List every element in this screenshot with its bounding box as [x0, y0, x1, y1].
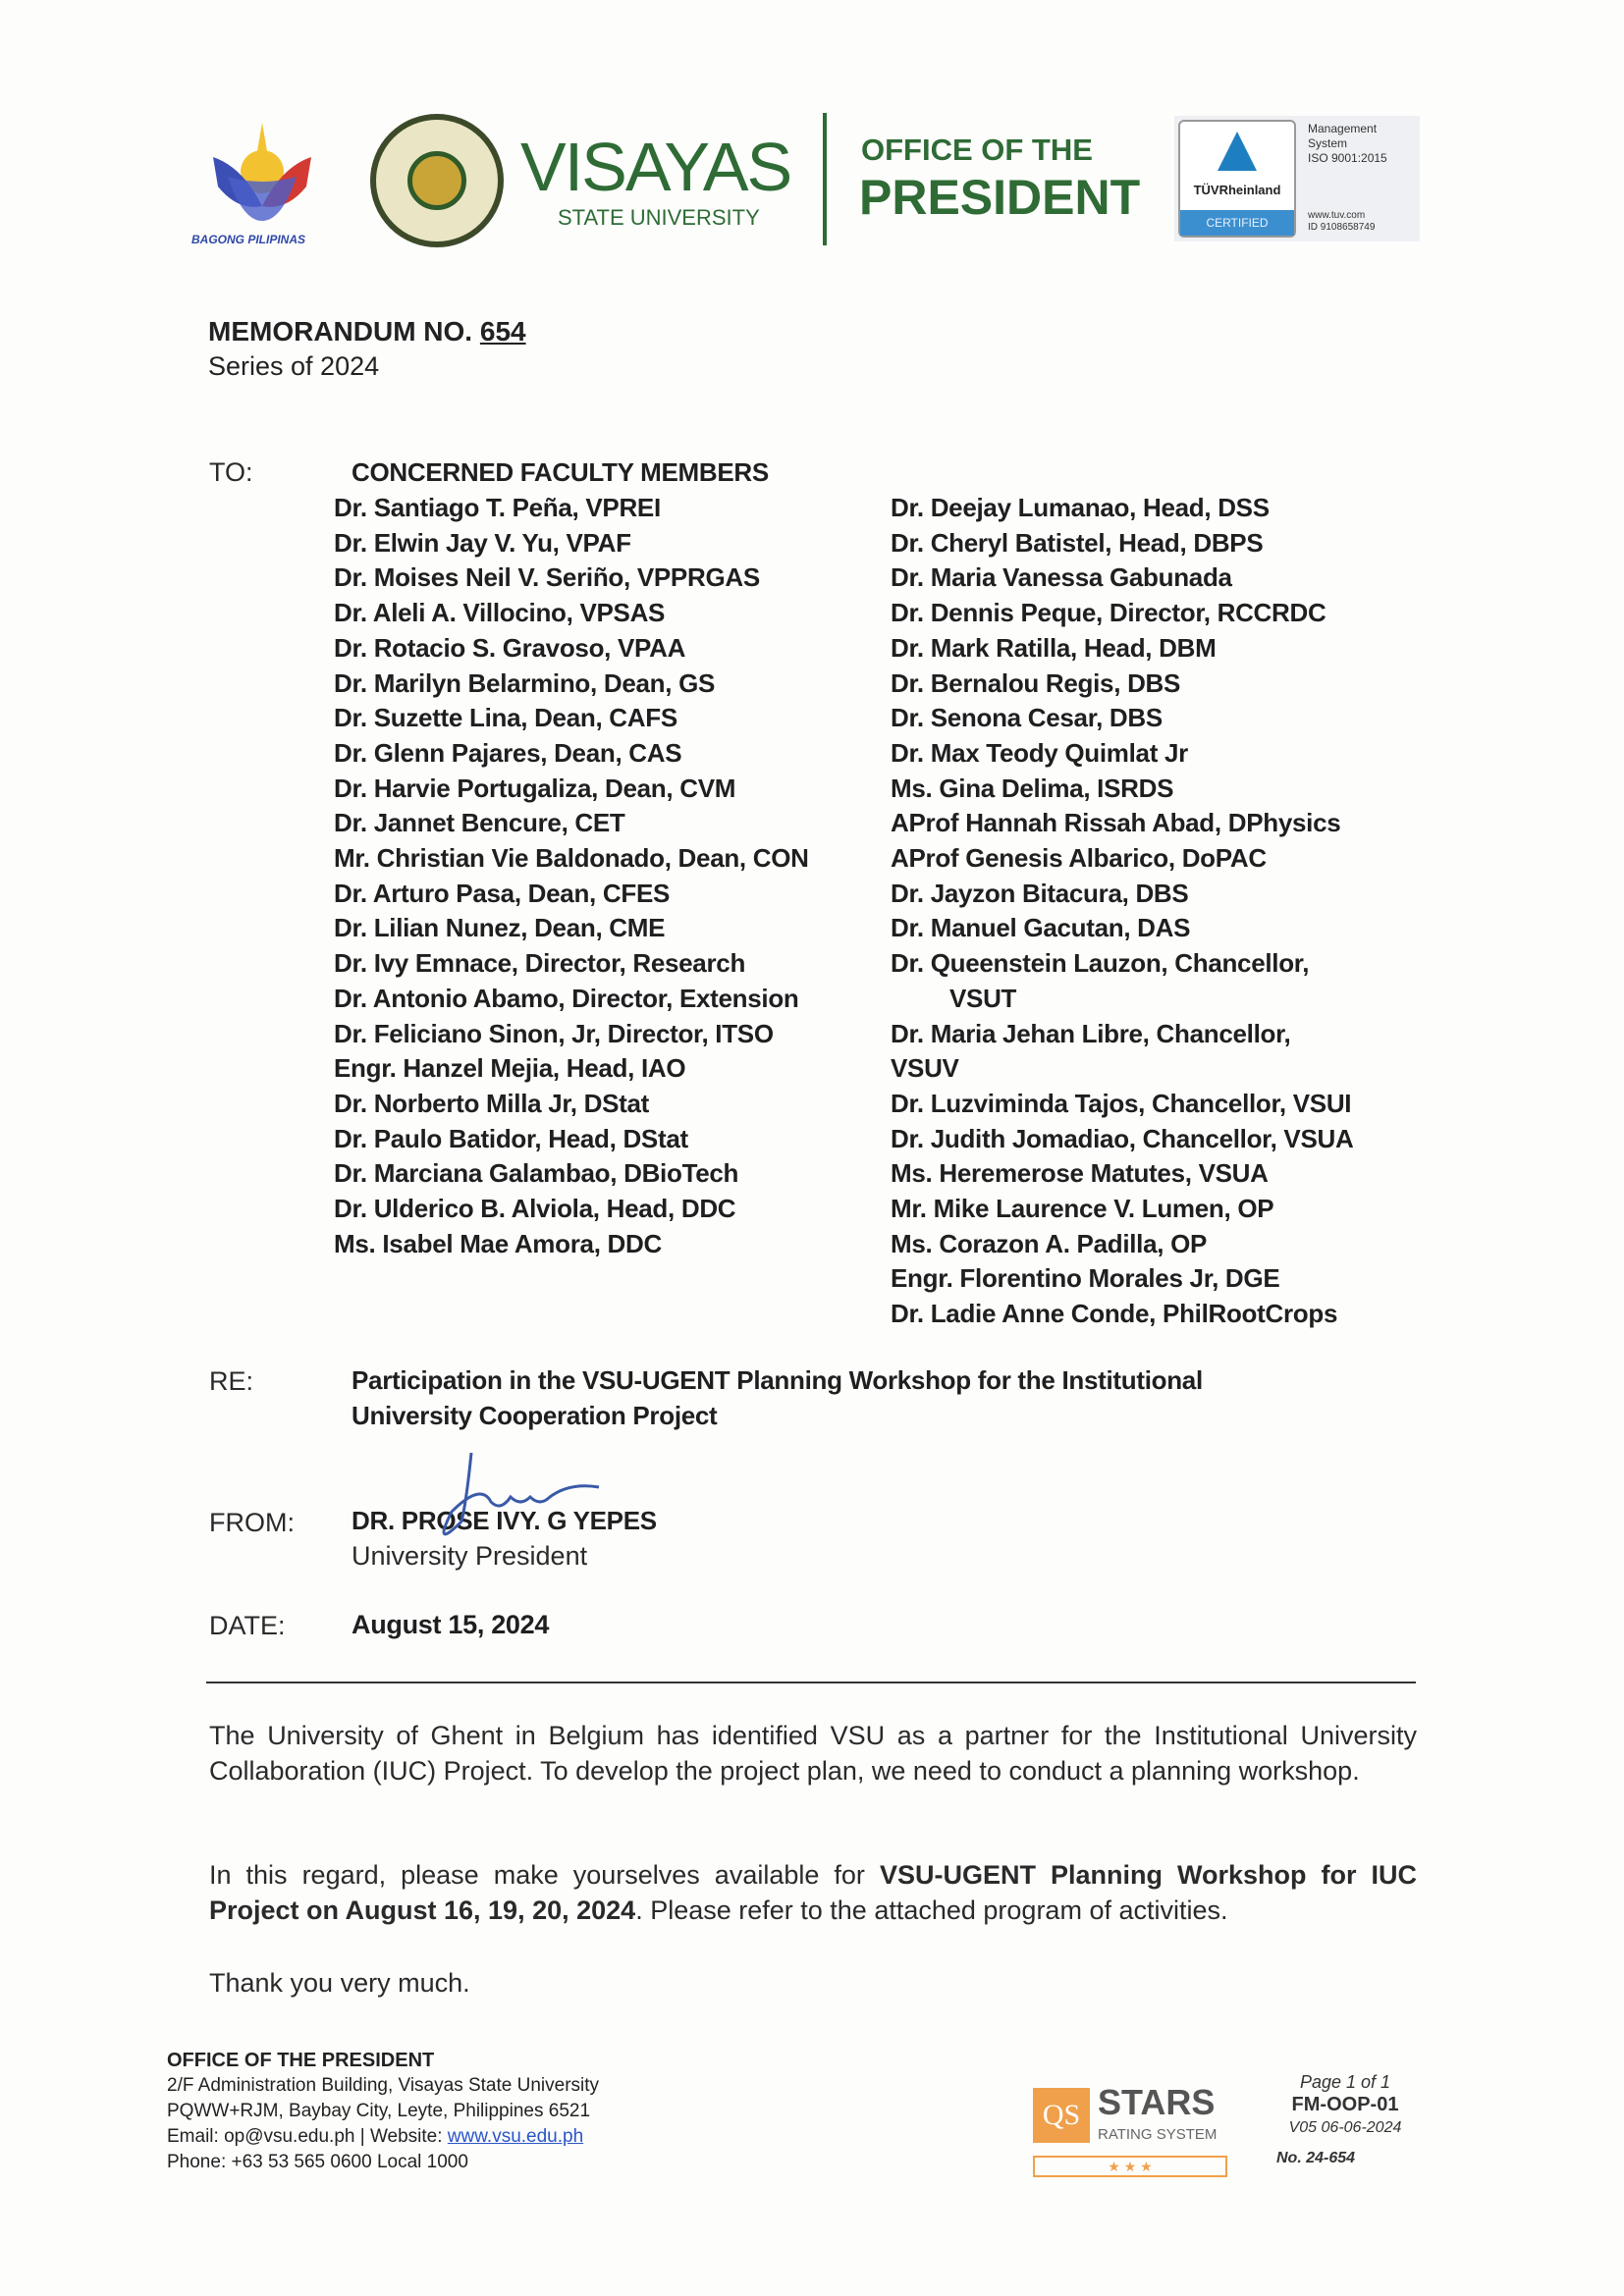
- memo-title: [208, 316, 526, 347]
- form-version: V05 06-06-2024: [1288, 2119, 1402, 2136]
- recipient-item: Dr. Lilian Nunez, Dean, CME: [334, 913, 666, 943]
- p2-c: . Please refer to the attached program of activities.: [635, 1896, 1228, 1925]
- date-label: DATE:: [209, 1611, 286, 1640]
- recipient-item: Dr. Santiago T. Peña, VPREI: [334, 493, 661, 522]
- recipient-item: Dr. Marilyn Belarmino, Dean, GS: [334, 667, 716, 698]
- recipient-item: Dr. Maria Vanessa Gabunada: [891, 562, 1232, 593]
- re-label: RE:: [209, 1366, 254, 1396]
- tuv-ms2: System: [1308, 136, 1348, 150]
- recipient-item: Dr. Cheryl Batistel, Head, DBPS: [891, 527, 1264, 558]
- form-code: FM-OOP-01: [1291, 2094, 1399, 2115]
- recipient-item: Mr. Mike Laurence V. Lumen, OP: [891, 1194, 1274, 1224]
- from-title: University President: [352, 1541, 588, 1571]
- tuv-certified: CERTIFIED: [1180, 210, 1294, 236]
- tuv-web: www.tuv.com: [1308, 210, 1366, 221]
- recipient-item: Dr. Luzviminda Tajos, Chancellor, VSUI: [891, 1088, 1352, 1118]
- to-label: TO:: [209, 457, 253, 487]
- recipient-item: Ms. Corazon A. Padilla, OP: [891, 1228, 1208, 1258]
- recipient-item: Dr. Jayzon Bitacura, DBS: [891, 878, 1189, 908]
- tuv-triangle-icon: [1218, 132, 1257, 171]
- vsu-seal: [370, 114, 504, 247]
- footer-address: [167, 2048, 599, 2175]
- office-line2: PRESIDENT: [859, 170, 1141, 225]
- bagong-pilipinas-label: BAGONG PILIPINAS: [191, 233, 306, 246]
- recipient-item: VSUT: [949, 983, 1017, 1013]
- recipient-item: Dr. Max Teody Quimlat Jr: [891, 737, 1188, 768]
- recipient-item: AProf Hannah Rissah Abad, DPhysics: [891, 808, 1341, 838]
- qs-box: QS: [1033, 2088, 1090, 2143]
- signature: [412, 1443, 609, 1561]
- recipient-item: Dr. Senona Cesar, DBS: [891, 703, 1163, 733]
- body-paragraph-3: Thank you very much.: [209, 1968, 470, 1998]
- p2-bold: VSU-UGENT Planning Workshop for IUC Project on August 16, 19, 20, 2024: [209, 1860, 1417, 1925]
- re-line1: Participation in the VSU-UGENT Planning Workshop for the Institutional: [352, 1365, 1203, 1395]
- form-info: [1276, 2071, 1414, 2169]
- tuv-certification-badge: [1174, 116, 1420, 241]
- recipient-item: Dr. Bernalou Regis, DBS: [891, 667, 1181, 698]
- recipient-item: Dr. Rotacio S. Gravoso, VPAA: [334, 632, 686, 663]
- recipient-item: Dr. Aleli A. Villocino, VPSAS: [334, 598, 666, 628]
- recipient-item: Engr. Florentino Morales Jr, DGE: [891, 1263, 1280, 1294]
- university-subname: STATE UNIVERSITY: [558, 205, 760, 230]
- recipients-left: [334, 491, 809, 1261]
- recipient-item: Dr. Ladie Anne Conde, PhilRootCrops: [891, 1299, 1338, 1329]
- recipient-item: Dr. Arturo Pasa, Dean, CFES: [334, 878, 671, 908]
- recipient-item: Ms. Isabel Mae Amora, DDC: [334, 1228, 662, 1258]
- from-label: FROM:: [209, 1508, 295, 1537]
- p2-a: In this regard, please make yourselves available for: [209, 1860, 880, 1890]
- body-paragraph-1: The University of Ghent in Belgium has identified VSU as a partner for the Institutional University Collaboration (IUC) Project. To develop the project plan, we need to conduct a planning workshop.: [209, 1721, 1417, 1786]
- recipient-item: Dr. Norberto Milla Jr, DStat: [334, 1088, 650, 1118]
- recipient-item: Engr. Hanzel Mejia, Head, IAO: [334, 1053, 686, 1084]
- website-link[interactable]: www.vsu.edu.ph: [447, 2126, 584, 2147]
- date-value: August 15, 2024: [352, 1610, 550, 1639]
- divider: [206, 1682, 1416, 1683]
- stars-label: STARS: [1098, 2082, 1216, 2122]
- recipient-item: Dr. Deejay Lumanao, Head, DSS: [891, 493, 1270, 522]
- re-subject: [352, 1363, 1203, 1433]
- recipient-item: Dr. Queenstein Lauzon, Chancellor,: [891, 948, 1310, 979]
- qs-stars-logo: [1033, 2083, 1229, 2181]
- recipient-item: Dr. Dennis Peque, Director, RCCRDC: [891, 598, 1326, 628]
- recipient-item: Dr. Feliciano Sinon, Jr, Director, ITSO: [334, 1018, 774, 1048]
- document-number: No. 24-654: [1276, 2150, 1356, 2166]
- tuv-id: ID 9108658749: [1308, 222, 1376, 233]
- memo-number: 654: [479, 316, 526, 347]
- recipient-item: Dr. Judith Jomadiao, Chancellor, VSUA: [891, 1123, 1354, 1153]
- page-number: Page 1 of 1: [1299, 2072, 1391, 2092]
- re-line2: University Cooperation Project: [352, 1400, 718, 1430]
- recipient-item: Dr. Marciana Galambao, DBioTech: [334, 1158, 739, 1189]
- tuv-ms1: Management: [1308, 122, 1378, 135]
- footer-email: Email: op@vsu.edu.ph | Website:: [167, 2126, 448, 2147]
- to-heading: CONCERNED FACULTY MEMBERS: [352, 457, 769, 487]
- recipient-item: Dr. Suzette Lina, Dean, CAFS: [334, 703, 677, 733]
- tuv-iso: ISO 9001:2015: [1308, 151, 1387, 165]
- recipient-item: Mr. Christian Vie Baldonado, Dean, CON: [334, 843, 809, 874]
- bagong-pilipinas-logo: [191, 118, 334, 250]
- recipient-item: Ms. Gina Delima, ISRDS: [891, 773, 1174, 803]
- from-name: DR. PROSE IVY. G YEPES: [352, 1506, 657, 1535]
- body-paragraph-2: [209, 1857, 1417, 1928]
- recipient-item: Ms. Heremerose Matutes, VSUA: [891, 1158, 1269, 1189]
- recipient-item: Dr. Harvie Portugaliza, Dean, CVM: [334, 773, 736, 803]
- footer-phone: Phone: +63 53 565 0600 Local 1000: [167, 2152, 468, 2172]
- footer-addr1: 2/F Administration Building, Visayas State University: [167, 2075, 600, 2096]
- recipient-item: Dr. Glenn Pajares, Dean, CAS: [334, 737, 682, 768]
- recipient-item: Dr. Manuel Gacutan, DAS: [891, 913, 1191, 943]
- recipient-item: Dr. Elwin Jay V. Yu, VPAF: [334, 527, 631, 558]
- recipient-item: Dr. Ulderico B. Alviola, Head, DDC: [334, 1194, 736, 1224]
- university-name: VISAYAS: [520, 129, 791, 205]
- recipient-item: Dr. Ivy Emnace, Director, Research: [334, 948, 746, 979]
- header-divider: [823, 113, 827, 245]
- recipient-item: Dr. Jannet Bencure, CET: [334, 808, 625, 838]
- recipient-item: Dr. Antonio Abamo, Director, Extension: [334, 983, 799, 1013]
- tuv-brand: TÜVRheinland: [1193, 183, 1281, 197]
- recipient-item: VSUV: [891, 1053, 959, 1084]
- recipient-item: Dr. Mark Ratilla, Head, DBM: [891, 632, 1217, 663]
- memo-title-label: MEMORANDUM NO.: [208, 316, 473, 347]
- office-line1: OFFICE OF THE: [861, 133, 1093, 167]
- recipient-item: AProf Genesis Albarico, DoPAC: [891, 843, 1267, 874]
- rating-label: RATING SYSTEM: [1098, 2126, 1218, 2143]
- footer-office: OFFICE OF THE PRESIDENT: [167, 2050, 435, 2071]
- recipients-right: [891, 491, 1353, 1332]
- memo-series: Series of 2024: [208, 351, 380, 381]
- footer-addr2: PQWW+RJM, Baybay City, Leyte, Philippines 6521: [167, 2101, 591, 2121]
- recipient-item: Dr. Moises Neil V. Seriño, VPPRGAS: [334, 562, 760, 593]
- star-rating: ★ ★ ★: [1033, 2156, 1227, 2177]
- recipient-item: Dr. Maria Jehan Libre, Chancellor,: [891, 1018, 1291, 1048]
- recipient-item: Dr. Paulo Batidor, Head, DStat: [334, 1123, 688, 1153]
